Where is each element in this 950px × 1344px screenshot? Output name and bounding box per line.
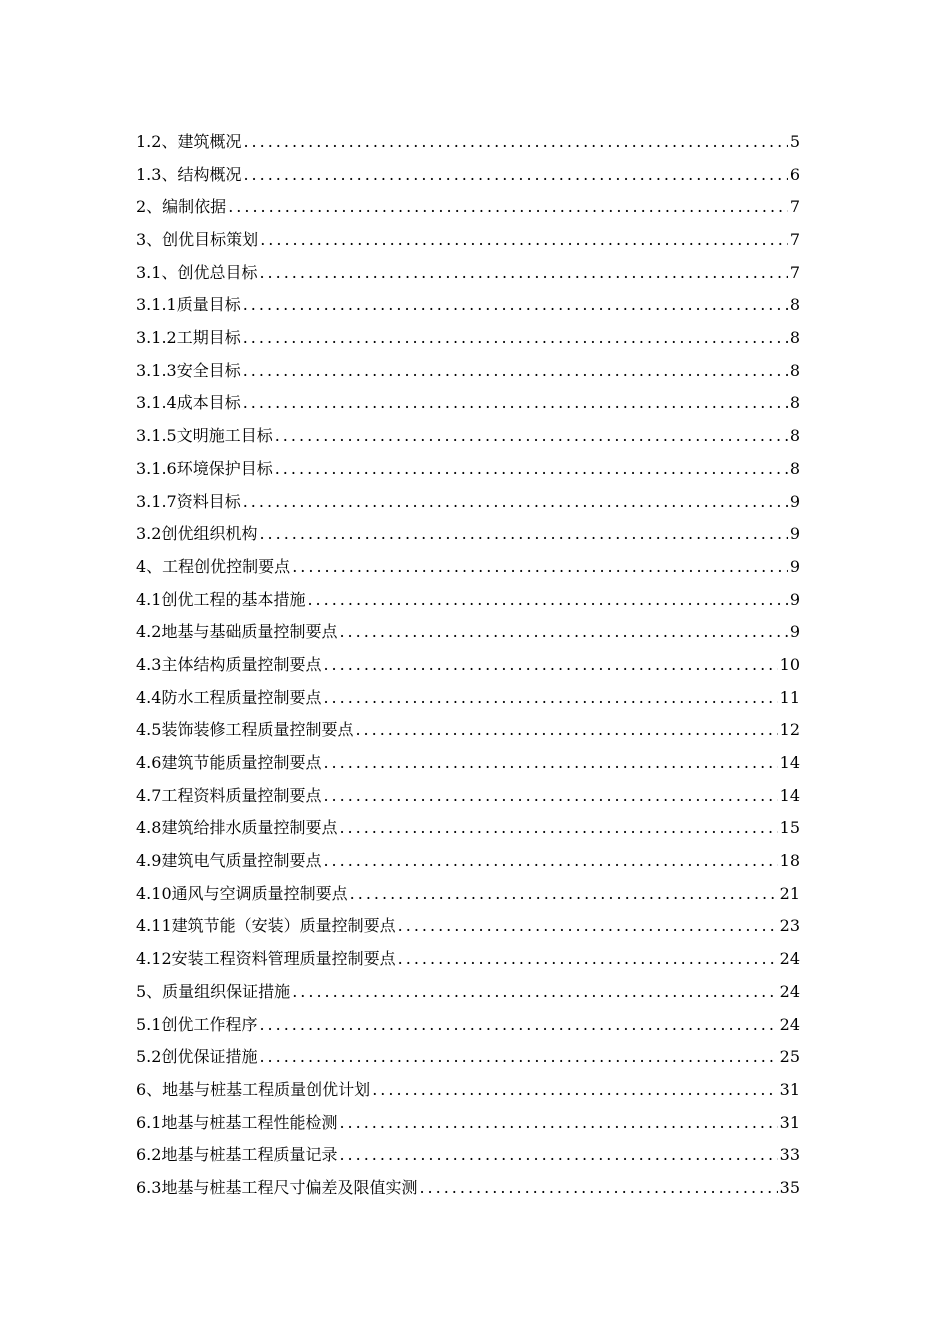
toc-entry-page-number: 21 bbox=[779, 883, 800, 903]
toc-entry[interactable] bbox=[136, 1041, 800, 1074]
toc-entry[interactable] bbox=[136, 257, 800, 290]
toc-dot-leader bbox=[372, 1074, 777, 1107]
toc-entry-page-number: 14 bbox=[779, 785, 800, 805]
toc-entry-page-number: 23 bbox=[779, 916, 800, 936]
toc-entry[interactable] bbox=[136, 453, 800, 486]
toc-entry-title: 3.1.6环境保护目标 bbox=[136, 458, 273, 478]
toc-entry-page-number: 25 bbox=[779, 1047, 800, 1067]
toc-entry-page-number: 15 bbox=[779, 818, 800, 838]
toc-entry[interactable] bbox=[136, 486, 800, 519]
toc-entry[interactable] bbox=[136, 191, 800, 224]
toc-entry-page-number: 7 bbox=[789, 230, 800, 250]
toc-dot-leader bbox=[243, 159, 787, 192]
toc-entry[interactable] bbox=[136, 518, 800, 551]
toc-entry[interactable] bbox=[136, 322, 800, 355]
toc-entry-page-number: 9 bbox=[789, 589, 800, 609]
toc-dot-leader bbox=[243, 355, 788, 388]
toc-entry-page-number: 6 bbox=[789, 164, 800, 184]
toc-entry-title: 4、工程创优控制要点 bbox=[136, 556, 291, 576]
toc-entry[interactable] bbox=[136, 355, 800, 388]
toc-dot-leader bbox=[292, 976, 777, 1009]
toc-entry-page-number: 9 bbox=[789, 622, 800, 642]
toc-entry-page-number: 12 bbox=[779, 720, 800, 740]
toc-entry-title: 5.2创优保证措施 bbox=[136, 1047, 258, 1067]
toc-dot-leader bbox=[323, 845, 777, 878]
toc-entry-title: 1.3、结构概况 bbox=[136, 164, 242, 184]
toc-entry-title: 3.1、创优总目标 bbox=[136, 262, 258, 282]
toc-entry-title: 3.1.7资料目标 bbox=[136, 491, 241, 511]
toc-entry-title: 3、创优目标策划 bbox=[136, 230, 259, 250]
toc-entry-page-number: 5 bbox=[789, 131, 800, 151]
toc-dot-leader bbox=[228, 191, 788, 224]
toc-entry[interactable] bbox=[136, 714, 800, 747]
toc-entry-title: 3.2创优组织机构 bbox=[136, 524, 258, 544]
toc-dot-leader bbox=[398, 910, 778, 943]
toc-dot-leader bbox=[259, 518, 787, 551]
toc-entry-title: 6.3地基与桩基工程尺寸偏差及限值实测 bbox=[136, 1177, 418, 1197]
toc-entry-title: 3.1.5文明施工目标 bbox=[136, 426, 273, 446]
toc-dot-leader bbox=[243, 322, 788, 355]
toc-entry-page-number: 7 bbox=[789, 197, 800, 217]
toc-dot-leader bbox=[355, 714, 777, 747]
toc-entry-title: 4.6建筑节能质量控制要点 bbox=[136, 753, 322, 773]
toc-entry-title: 4.5装饰装修工程质量控制要点 bbox=[136, 720, 354, 740]
toc-dot-leader bbox=[323, 649, 777, 682]
toc-entry-title: 4.7工程资料质量控制要点 bbox=[136, 785, 322, 805]
toc-dot-leader bbox=[275, 420, 788, 453]
toc-dot-leader bbox=[323, 780, 777, 813]
toc-entry-page-number: 7 bbox=[789, 262, 800, 282]
toc-entry[interactable] bbox=[136, 682, 800, 715]
toc-entry[interactable] bbox=[136, 551, 800, 584]
toc-entry-page-number: 24 bbox=[779, 1014, 800, 1034]
toc-entry-page-number: 9 bbox=[789, 556, 800, 576]
toc-dot-leader bbox=[339, 1139, 777, 1172]
toc-entry-title: 3.1.2工期目标 bbox=[136, 328, 241, 348]
toc-entry[interactable] bbox=[136, 976, 800, 1009]
table-of-contents bbox=[136, 126, 800, 1205]
toc-dot-leader bbox=[323, 747, 777, 780]
toc-dot-leader bbox=[259, 257, 787, 290]
toc-dot-leader bbox=[275, 453, 788, 486]
toc-entry-page-number: 8 bbox=[789, 328, 800, 348]
toc-entry-title: 3.1.4成本目标 bbox=[136, 393, 241, 413]
toc-entry-title: 4.3主体结构质量控制要点 bbox=[136, 654, 322, 674]
toc-entry[interactable] bbox=[136, 911, 800, 944]
toc-entry-title: 2、编制依据 bbox=[136, 197, 227, 217]
toc-entry-page-number: 8 bbox=[789, 458, 800, 478]
toc-entry-page-number: 8 bbox=[789, 393, 800, 413]
toc-entry-title: 5、质量组织保证措施 bbox=[136, 981, 291, 1001]
toc-dot-leader bbox=[339, 812, 777, 845]
toc-entry-title: 6.2地基与桩基工程质量记录 bbox=[136, 1145, 338, 1165]
toc-entry-page-number: 9 bbox=[789, 524, 800, 544]
toc-entry-page-number: 18 bbox=[779, 851, 800, 871]
toc-entry[interactable] bbox=[136, 1074, 800, 1107]
toc-entry-page-number: 9 bbox=[789, 491, 800, 511]
toc-dot-leader bbox=[243, 126, 787, 159]
toc-entry-title: 1.2、建筑概况 bbox=[136, 131, 242, 151]
toc-dot-leader bbox=[398, 943, 778, 976]
toc-dot-leader bbox=[323, 682, 777, 715]
toc-entry-page-number: 31 bbox=[779, 1079, 800, 1099]
toc-entry[interactable] bbox=[136, 1139, 800, 1172]
toc-entry-page-number: 8 bbox=[789, 360, 800, 380]
toc-entry-title: 4.11建筑节能（安装）质量控制要点 bbox=[136, 916, 396, 936]
toc-entry-title: 6.1地基与桩基工程性能检测 bbox=[136, 1112, 338, 1132]
toc-entry[interactable] bbox=[136, 649, 800, 682]
toc-entry[interactable] bbox=[136, 812, 800, 845]
toc-entry-page-number: 24 bbox=[779, 949, 800, 969]
toc-dot-leader bbox=[260, 224, 788, 257]
toc-entry[interactable] bbox=[136, 616, 800, 649]
toc-entry[interactable] bbox=[136, 584, 800, 617]
toc-entry-title: 4.8建筑给排水质量控制要点 bbox=[136, 818, 338, 838]
toc-entry[interactable] bbox=[136, 126, 800, 159]
toc-entry-title: 4.2地基与基础质量控制要点 bbox=[136, 622, 338, 642]
toc-entry-title: 4.1创优工程的基本措施 bbox=[136, 589, 306, 609]
toc-dot-leader bbox=[419, 1172, 777, 1205]
toc-dot-leader bbox=[292, 551, 788, 584]
toc-entry-page-number: 35 bbox=[779, 1177, 800, 1197]
toc-dot-leader bbox=[243, 486, 788, 519]
toc-entry-title: 5.1创优工作程序 bbox=[136, 1014, 258, 1034]
toc-entry[interactable] bbox=[136, 943, 800, 976]
toc-entry[interactable] bbox=[136, 1009, 800, 1042]
toc-dot-leader bbox=[350, 878, 778, 911]
toc-dot-leader bbox=[307, 584, 787, 617]
toc-entry[interactable] bbox=[136, 780, 800, 813]
toc-entry[interactable] bbox=[136, 289, 800, 322]
toc-entry[interactable] bbox=[136, 420, 800, 453]
toc-entry-title: 6、地基与桩基工程质量创优计划 bbox=[136, 1079, 371, 1099]
toc-entry[interactable] bbox=[136, 224, 800, 257]
toc-entry[interactable] bbox=[136, 388, 800, 421]
toc-dot-leader bbox=[259, 1041, 777, 1074]
toc-entry-page-number: 11 bbox=[779, 687, 800, 707]
toc-dot-leader bbox=[339, 1107, 777, 1140]
toc-entry-title: 4.10通风与空调质量控制要点 bbox=[136, 883, 348, 903]
toc-dot-leader bbox=[243, 387, 788, 420]
toc-entry-title: 4.12安装工程资料管理质量控制要点 bbox=[136, 949, 396, 969]
toc-dot-leader bbox=[259, 1009, 777, 1042]
toc-entry-page-number: 24 bbox=[779, 981, 800, 1001]
toc-entry-page-number: 10 bbox=[779, 654, 800, 674]
toc-entry[interactable] bbox=[136, 1107, 800, 1140]
toc-entry-page-number: 8 bbox=[789, 295, 800, 315]
toc-entry[interactable] bbox=[136, 159, 800, 192]
toc-entry[interactable] bbox=[136, 845, 800, 878]
toc-entry-title: 4.9建筑电气质量控制要点 bbox=[136, 851, 322, 871]
toc-entry-title: 3.1.1质量目标 bbox=[136, 295, 241, 315]
toc-entry-page-number: 31 bbox=[779, 1112, 800, 1132]
toc-entry-title: 3.1.3安全目标 bbox=[136, 360, 241, 380]
toc-entry-page-number: 33 bbox=[779, 1145, 800, 1165]
toc-entry-page-number: 8 bbox=[789, 426, 800, 446]
toc-entry-page-number: 14 bbox=[779, 753, 800, 773]
toc-entry[interactable] bbox=[136, 1172, 800, 1205]
toc-dot-leader bbox=[243, 289, 788, 322]
toc-entry[interactable] bbox=[136, 747, 800, 780]
toc-dot-leader bbox=[339, 616, 787, 649]
toc-entry-title: 4.4防水工程质量控制要点 bbox=[136, 687, 322, 707]
toc-entry[interactable] bbox=[136, 878, 800, 911]
